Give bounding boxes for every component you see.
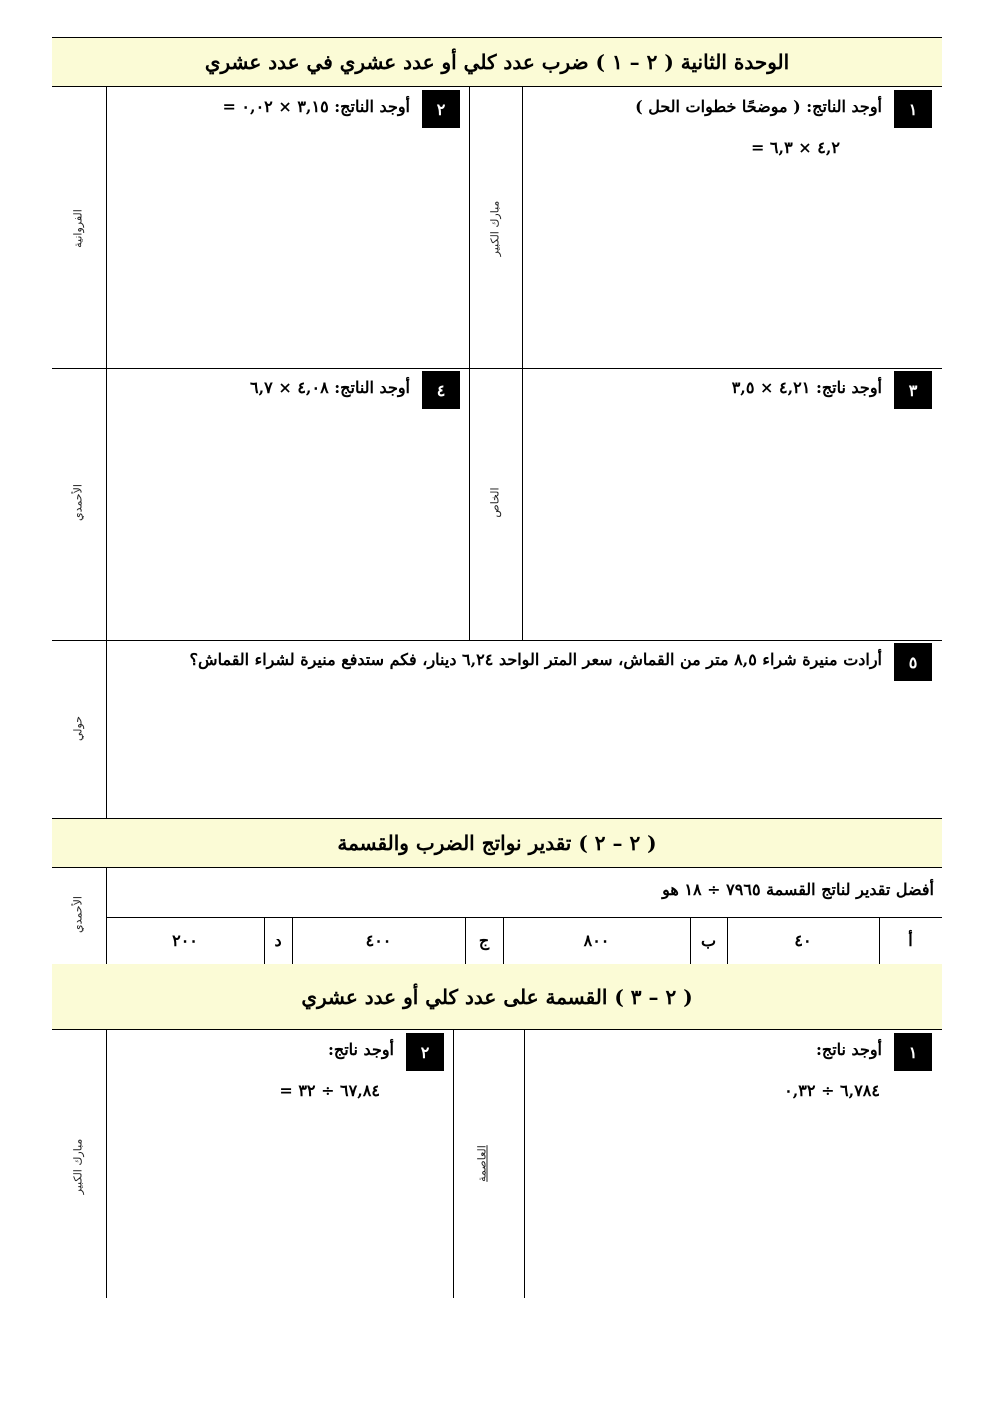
s3-q2-expression: ٦٧,٨٤ ÷ ٣٢ =: [279, 1081, 380, 1100]
s3-q2-text: أوجد ناتج:: [327, 1040, 394, 1059]
q5-number-badge: ٥: [894, 643, 932, 681]
s3-q2-number-badge: ٢: [406, 1033, 444, 1071]
divider-row1-b: [522, 87, 523, 640]
q3-text: أوجد ناتج: ٤,٢١ × ٣,٥: [731, 378, 882, 397]
option-d-letter[interactable]: د: [274, 931, 282, 950]
option-a-letter[interactable]: أ: [908, 931, 913, 950]
q5-text: أرادت منيرة شراء ٨,٥ متر من القماش، سعر المتر الواحد ٦,٢٤ دينار، فكم ستدفع منيرة لشراء القماش؟: [189, 650, 882, 669]
divider-s3-b: [524, 1030, 525, 1298]
s3-q1-school-label: العاصمة: [475, 1145, 489, 1182]
q2-school-label: الفروانية: [71, 209, 85, 248]
q3-school-label: الخاص: [488, 487, 502, 518]
q2-text: أوجد الناتج: ٣,١٥ × ٠,٠٢ =: [222, 97, 410, 116]
q1-number-badge: ١: [894, 90, 932, 128]
q1-text: أوجد الناتج: ( موضحًا خطوات الحل ): [635, 97, 882, 116]
option-c-letter[interactable]: ج: [478, 931, 490, 950]
estimate-question: أفضل تقدير لناتج القسمة ٧٩٦٥ ÷ ١٨ هو: [662, 880, 934, 899]
q1-school-label: مبارك الكبير: [488, 200, 502, 257]
q4-text: أوجد الناتج: ٤,٠٨ × ٦,٧: [250, 378, 410, 397]
section2-title: ( ٢ – ٢ ) تقدير نواتج الضرب والقسمة: [337, 831, 657, 855]
q2-number-badge: ٢: [422, 90, 460, 128]
s3-q1-number-badge: ١: [894, 1033, 932, 1071]
left-border-3: [106, 1030, 107, 1298]
option-b-value[interactable]: ٨٠٠: [583, 931, 610, 950]
s3-q2-school-label: مبارك الكبير: [71, 1138, 85, 1195]
section1-title-band: [52, 37, 942, 87]
s3-q1-expression: ٦,٧٨٤ ÷ ٠,٣٢: [784, 1081, 880, 1100]
option-c-value[interactable]: ٤٠٠: [365, 931, 392, 950]
option-a-value[interactable]: ٤٠: [794, 931, 812, 950]
divider-row1-a: [469, 87, 470, 640]
q1-expression: ٤,٢ × ٦,٣ =: [750, 138, 840, 157]
section3-title-band: [52, 964, 942, 1030]
q4-school-label: الأحمدي: [71, 484, 85, 521]
section3-title: ( ٢ – ٣ ) القسمة على عدد كلي أو عدد عشري: [301, 984, 693, 1009]
divider-s3-a: [453, 1030, 454, 1298]
row-divider-1: [52, 368, 942, 369]
section2-school-label: الأحمدي: [71, 896, 85, 933]
q4-number-badge: ٤: [422, 371, 460, 409]
left-border-1: [106, 87, 107, 818]
s3-q1-text: أوجد ناتج:: [815, 1040, 882, 1059]
row-divider-2: [52, 640, 942, 641]
section1-title: الوحدة الثانية ( ٢ – ١ ) ضرب عدد كلي أو عدد عشري في عدد عشري: [204, 50, 790, 74]
q3-number-badge: ٣: [894, 371, 932, 409]
option-b-letter[interactable]: ب: [700, 931, 717, 950]
q5-school-label: حولي: [71, 716, 85, 742]
option-d-value[interactable]: ٢٠٠: [172, 931, 198, 950]
section2-title-band: [52, 818, 942, 868]
